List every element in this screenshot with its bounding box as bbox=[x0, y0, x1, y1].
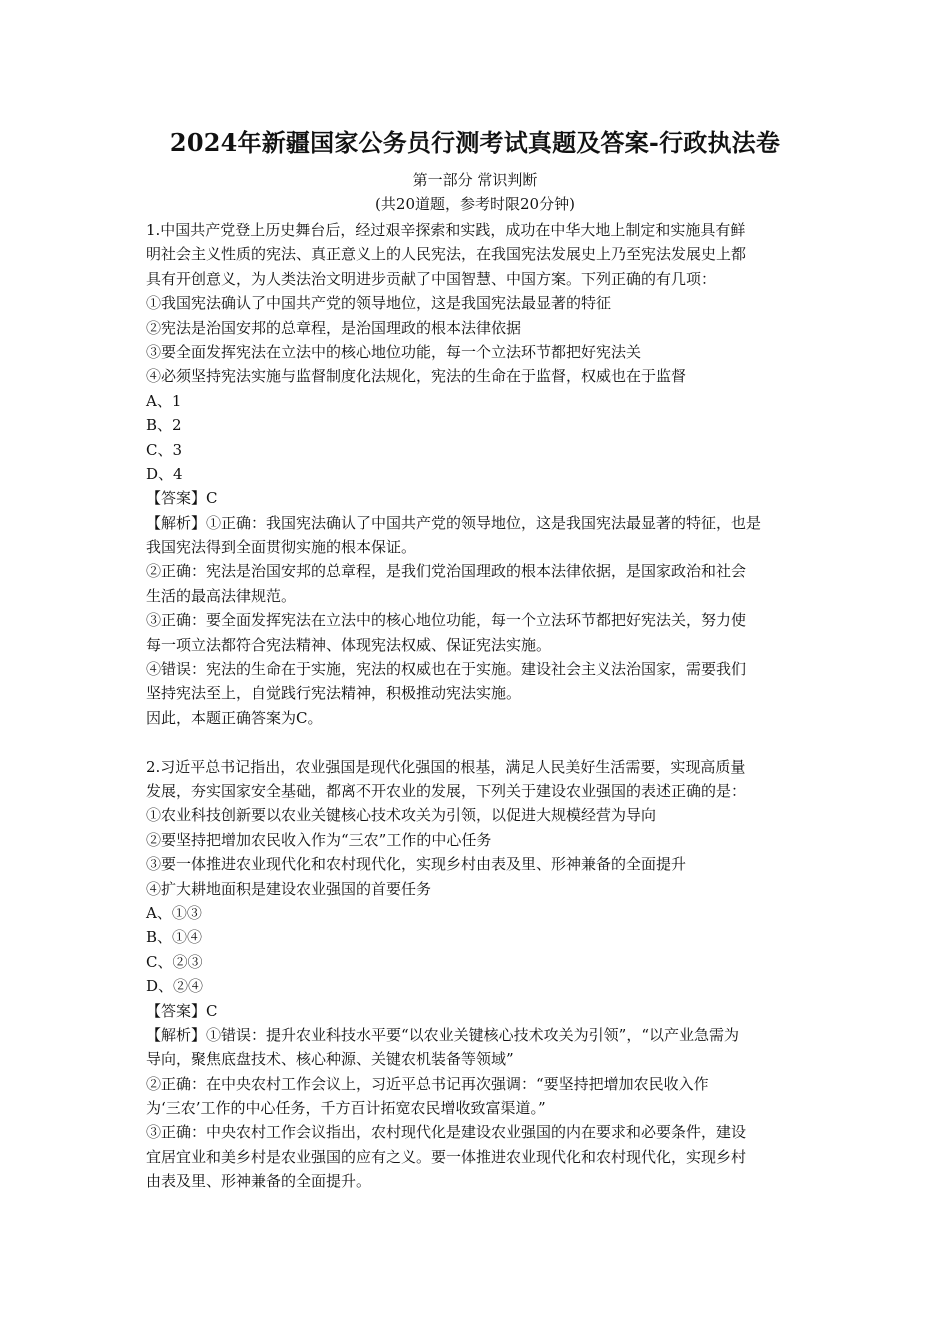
option-a: A、①③ bbox=[146, 903, 202, 922]
option-d: D、②④ bbox=[146, 977, 204, 996]
document-body bbox=[146, 218, 811, 1194]
analysis-line: 【解析】①正确：我国宪法确认了中国共产党的领导地位，这是我国宪法最显著的特征，也是 bbox=[146, 513, 762, 532]
section-title: 第一部分 常识判断 bbox=[412, 171, 538, 189]
answer-line: 【答案】C bbox=[146, 489, 218, 508]
question-statement: ④必须坚持宪法实施与监督制度化法规化，宪法的生命在于监督，权威也在于监督 bbox=[146, 367, 687, 386]
option-b: B、①④ bbox=[146, 928, 203, 947]
question-stem-line: 具有开创意义，为人类法治文明进步贡献了中国智慧、中国方案。下列正确的有几项： bbox=[146, 269, 717, 288]
question-spacer bbox=[146, 730, 811, 754]
option-c: C、3 bbox=[146, 440, 183, 459]
analysis-line: 每一项立法都符合宪法精神、体现宪法权威、保证宪法实施。 bbox=[146, 635, 552, 654]
option-a: A、1 bbox=[146, 391, 182, 410]
analysis-line: 【解析】①错误：提升农业科技水平要“以农业关键核心技术攻关为引领”，“以产业急需为 bbox=[146, 1025, 740, 1044]
document-title: 2024年新疆国家公务员行测考试真题及答案-行政执法卷 bbox=[169, 128, 781, 157]
analysis-line: 由表及里、形神兼备的全面提升。 bbox=[146, 1172, 372, 1191]
question-statement: ①我国宪法确认了中国共产党的领导地位，这是我国宪法最显著的特征 bbox=[146, 294, 612, 313]
option-d: D、4 bbox=[146, 464, 183, 483]
analysis-line: 生活的最高法律规范。 bbox=[146, 586, 297, 605]
question-stem-line: 1.中国共产党登上历史舞台后，经过艰辛探索和实践，成功在中华大地上制定和实施具有鲜 bbox=[146, 221, 746, 239]
question-statement: ④扩大耕地面积是建设农业强国的首要任务 bbox=[146, 879, 432, 898]
analysis-line: 我国宪法得到全面贯彻实施的根本保证。 bbox=[146, 538, 417, 557]
question-stem-line: 发展，夯实国家安全基础，都离不开农业的发展，下列关于建设农业强国的表述正确的是： bbox=[146, 781, 747, 800]
analysis-line: ②正确：在中央农村工作会议上，习近平总书记再次强调：“要坚持把增加农民收入作 bbox=[146, 1074, 709, 1093]
question-statement: ③要全面发挥宪法在立法中的核心地位功能，每一个立法环节都把好宪法关 bbox=[146, 342, 642, 361]
analysis-line: ③正确：中央农村工作会议指出，农村现代化是建设农业强国的内在要求和必要条件，建设 bbox=[146, 1123, 747, 1142]
question-stem-line: 2.习近平总书记指出，农业强国是现代化强国的根基，满足人民美好生活需要，实现高质量 bbox=[146, 757, 746, 776]
question-statement: ③要一体推进农业现代化和农村现代化，实现乡村由表及里、形神兼备的全面提升 bbox=[146, 855, 687, 874]
question-1 bbox=[146, 218, 811, 730]
analysis-line: 导向，聚焦底盘技术、核心种源、关键农机装备等领域” bbox=[146, 1050, 514, 1069]
analysis-conclusion: 因此，本题正确答案为C。 bbox=[146, 708, 323, 727]
question-statement: ①农业科技创新要以农业关键核心技术攻关为引领，以促进大规模经营为导向 bbox=[146, 806, 657, 825]
analysis-line: 宜居宜业和美乡村是农业强国的应有之义。要一体推进农业现代化和农村现代化，实现乡村 bbox=[146, 1147, 747, 1166]
question-2 bbox=[146, 755, 811, 1194]
analysis-line: ②正确：宪法是治国安邦的总章程，是我们党治国理政的根本法律依据，是国家政治和社会 bbox=[146, 562, 747, 581]
analysis-line: 为‘三农’工作的中心任务，千方百计拓宽农民增收致富渠道。” bbox=[146, 1099, 546, 1118]
answer-line: 【答案】C bbox=[146, 1001, 218, 1020]
analysis-line: 坚持宪法至上，自觉践行宪法精神，积极推动宪法实施。 bbox=[146, 684, 522, 703]
section-note: (共20道题，参考时限20分钟) bbox=[375, 195, 575, 213]
question-statement: ②宪法是治国安邦的总章程，是治国理政的根本法律依据 bbox=[146, 318, 522, 337]
analysis-line: ④错误：宪法的生命在于实施，宪法的权威也在于实施。建设社会主义法治国家，需要我们 bbox=[146, 660, 747, 679]
question-statement: ②要坚持把增加农民收入作为“三农”工作的中心任务 bbox=[146, 830, 492, 849]
option-c: C、②③ bbox=[146, 952, 203, 971]
option-b: B、2 bbox=[146, 416, 182, 435]
analysis-line: ③正确：要全面发挥宪法在立法中的核心地位功能，每一个立法环节都把好宪法关，努力使 bbox=[146, 611, 747, 630]
question-stem-line: 明社会主义性质的宪法、真正意义上的人民宪法，在我国宪法发展史上乃至宪法发展史上都 bbox=[146, 245, 747, 264]
